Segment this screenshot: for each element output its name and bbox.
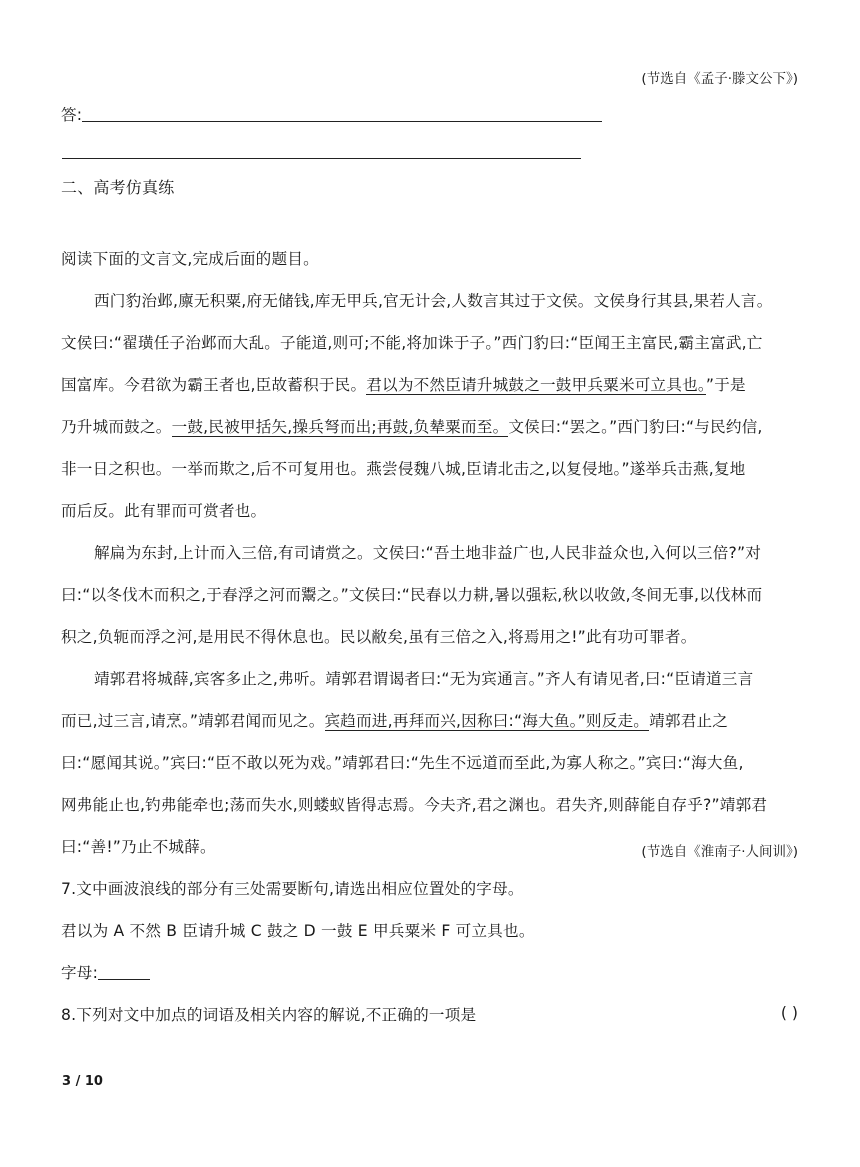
passage-line: 文侯曰:“翟璜任子治邺而大乱。子能道,则可;不能,将加诛于子。”西门豹曰:“臣闻王主富民,霸主富武,亡: [61, 334, 763, 352]
page-number: 3 / 10: [62, 1074, 103, 1089]
question-7-prompt: 7.文中画波浪线的部分有三处需要断句,请选出相应位置处的字母。: [61, 880, 524, 898]
passage-text: 乃升城而鼓之。: [61, 418, 172, 436]
question-7-options: 君以为 A 不然 B 臣请升城 C 鼓之 D 一鼓 E 甲兵粟米 F 可立具也。: [61, 922, 535, 940]
passage-text: 文侯曰:“罢之。”西门豹曰:“与民约信,: [508, 418, 763, 436]
passage-text: 靖郭君止之: [649, 712, 729, 730]
passage-text: 而已,过三言,请烹。”靖郭君闻而见之。: [61, 712, 325, 730]
passage-line: 积之,负轭而浮之河,是用民不得休息也。民以敝矣,虽有三倍之入,将焉用之!”此有功可罪者。: [61, 628, 697, 646]
passage-line: 西门豹治邺,廪无积粟,府无储钱,库无甲兵,官无计会,人数言其过于文侯。文侯身行其县,果若人言。: [94, 292, 773, 310]
answer-line-2: [62, 158, 581, 159]
underlined-text: 宾趋而进,再拜而兴,因称曰:“海大鱼。”则反走。: [324, 712, 650, 730]
question-8-prompt: 8.下列对文中加点的词语及相关内容的解说,不正确的一项是: [61, 1006, 477, 1024]
passage-line: 曰:“善!”乃止不城薛。: [61, 838, 216, 856]
source-citation-bottom: (节选自《淮南子·人间训》): [641, 844, 798, 860]
passage-text: ”于是: [705, 376, 746, 394]
passage-line: 非一日之积也。一举而欺之,后不可复用也。燕尝侵魏八城,臣请北击之,以复侵地。”遂举兵击燕,复地: [61, 460, 746, 478]
passage-line: [61, 374, 746, 396]
answer-blank[interactable]: [98, 963, 150, 980]
passage-text: 国富库。今君欲为霸王者也,臣故蓄积于民。: [61, 376, 367, 394]
answer-parenthesis[interactable]: ( ): [780, 1004, 798, 1022]
passage-line: 而后反。此有罪而可赏者也。: [61, 502, 267, 520]
answer-label: 答:: [61, 106, 83, 124]
underlined-text: 一鼓,民被甲括矢,操兵弩而出;再鼓,负辇粟而至。: [171, 418, 509, 436]
instruction: 阅读下面的文言文,完成后面的题目。: [61, 250, 319, 268]
answer-line-1: [82, 121, 602, 122]
question-7-answer: [61, 962, 150, 984]
passage-line: 曰:“愿闻其说。”宾曰:“臣不敢以死为戏。”靖郭君曰:“先生不远道而至此,为寡人称之。”宾曰:“海大鱼,: [61, 754, 744, 772]
section-title: 二、高考仿真练: [61, 178, 175, 197]
passage-line: 曰:“以冬伐木而积之,于春浮之河而鬻之。”文侯曰:“民春以力耕,暑以强耘,秋以收敛,冬间无事,以伐林而: [61, 586, 763, 604]
passage-line: 靖郭君将城薛,宾客多止之,弗听。靖郭君谓谒者曰:“无为宾通言。”齐人有请见者,曰:“臣请道三言: [94, 670, 754, 688]
source-citation-top: (节选自《孟子·滕文公下》): [641, 71, 798, 87]
answer-label: 字母:: [61, 964, 99, 982]
passage-line: [61, 710, 728, 732]
wavy-underlined-text: 君以为不然臣请升城鼓之一鼓甲兵粟米可立具也。: [366, 376, 706, 394]
passage-line: [61, 416, 763, 438]
passage-line: 网弗能止也,钓弗能牵也;荡而失水,则蝼蚁皆得志焉。今夫齐,君之渊也。君失齐,则薛能自存乎?”靖郭君: [61, 796, 768, 814]
passage-line: 解扁为东封,上计而入三倍,有司请赏之。文侯曰:“吾土地非益广也,人民非益众也,入何以三倍?”对: [94, 544, 762, 562]
